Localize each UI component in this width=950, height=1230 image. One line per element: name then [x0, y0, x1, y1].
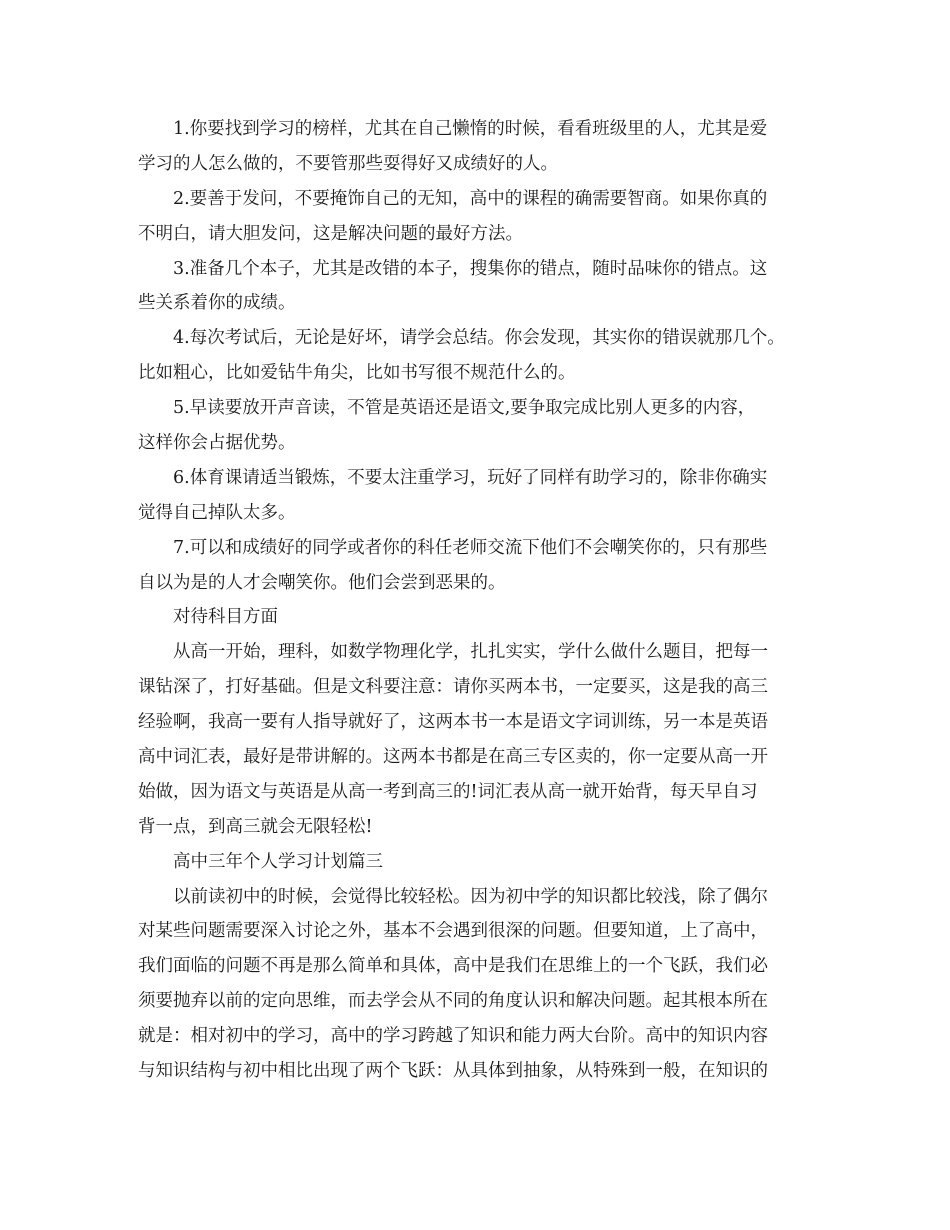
- text-line: 不明白，请大胆发问，这是解决问题的最好方法。: [138, 223, 523, 244]
- text-line: 我们面临的问题不再是那么简单和具体，高中是我们在思维上的一个飞跃，我们必: [138, 956, 768, 977]
- text-line: 以前读初中的时候，会觉得比较轻松。因为初中学的知识都比较浅，除了偶尔: [173, 886, 768, 907]
- text-line: 5.早读要放开声音读，不管是英语还是语文,要争取完成比别人更多的内容，: [173, 398, 756, 419]
- text-line: 背一点，到高三就会无限轻松!: [138, 816, 373, 837]
- text-line: 与知识结构与初中相比出现了两个飞跃：从具体到抽象，从特殊到一般，在知识的: [138, 1061, 768, 1082]
- text-line: 这样你会占据优势。: [138, 433, 296, 454]
- text-line: 3.准备几个本子，尤其是改错的本子，搜集你的错点，随时品味你的错点。这: [173, 258, 768, 279]
- text-line: 7.可以和成绩好的同学或者你的科任老师交流下他们不会嘲笑你的，只有那些: [173, 537, 768, 558]
- text-line: 1.你要找到学习的榜样，尤其在自己懒惰的时候，看看班级里的人，尤其是爱: [173, 119, 768, 139]
- text-line: 比如粗心，比如爱钻牛角尖，比如书写很不规范什么的。: [138, 363, 576, 384]
- text-line: 高中词汇表，最好是带讲解的。这两本书都是在高三专区卖的，你一定要从高一开: [138, 747, 768, 768]
- text-line: 从高一开始，理科，如数学物理化学，扎扎实实，学什么做什么题目，把每一: [173, 642, 768, 663]
- text-line: 6.体育课请适当锻炼，不要太注重学习，玩好了同样有助学习的，除非你确实: [173, 467, 768, 488]
- text-line: 对待科目方面: [173, 607, 278, 628]
- text-line: 4.每次考试后，无论是好坏，请学会总结。你会发现，其实你的错误就那几个。: [173, 328, 785, 349]
- text-line: 2.要善于发问，不要掩饰自己的无知，高中的课程的确需要智商。如果你真的: [173, 188, 768, 209]
- text-line: 自以为是的人才会嘲笑你。他们会尝到恶果的。: [138, 572, 506, 593]
- text-line: 经验啊，我高一要有人指导就好了，这两本书一本是语文字词训练，另一本是英语: [138, 712, 768, 733]
- text-line: 须要抛弃以前的定向思维，而去学会从不同的角度认识和解决问题。起其根本所在: [138, 991, 768, 1012]
- text-line: 些关系着你的成绩。: [138, 293, 296, 314]
- text-line: 高中三年个人学习计划篇三: [173, 851, 383, 872]
- text-line: 对某些问题需要深入讨论之外，基本不会遇到很深的问题。但要知道，上了高中，: [138, 921, 768, 942]
- document-body: [138, 112, 828, 1089]
- text-line: 始做，因为语文与英语是从高一考到高三的!词汇表从高一就开始背，每天早自习: [138, 781, 758, 802]
- text-line: 学习的人怎么做的，不要管那些耍得好又成绩好的人。: [138, 153, 558, 174]
- text-line: 课钻深了，打好基础。但是文科要注意：请你买两本书，一定要买，这是我的高三: [138, 677, 768, 698]
- text-line: 就是：相对初中的学习，高中的学习跨越了知识和能力两大台阶。高中的知识内容: [138, 1026, 768, 1047]
- text-line: 觉得自己掉队太多。: [138, 502, 296, 523]
